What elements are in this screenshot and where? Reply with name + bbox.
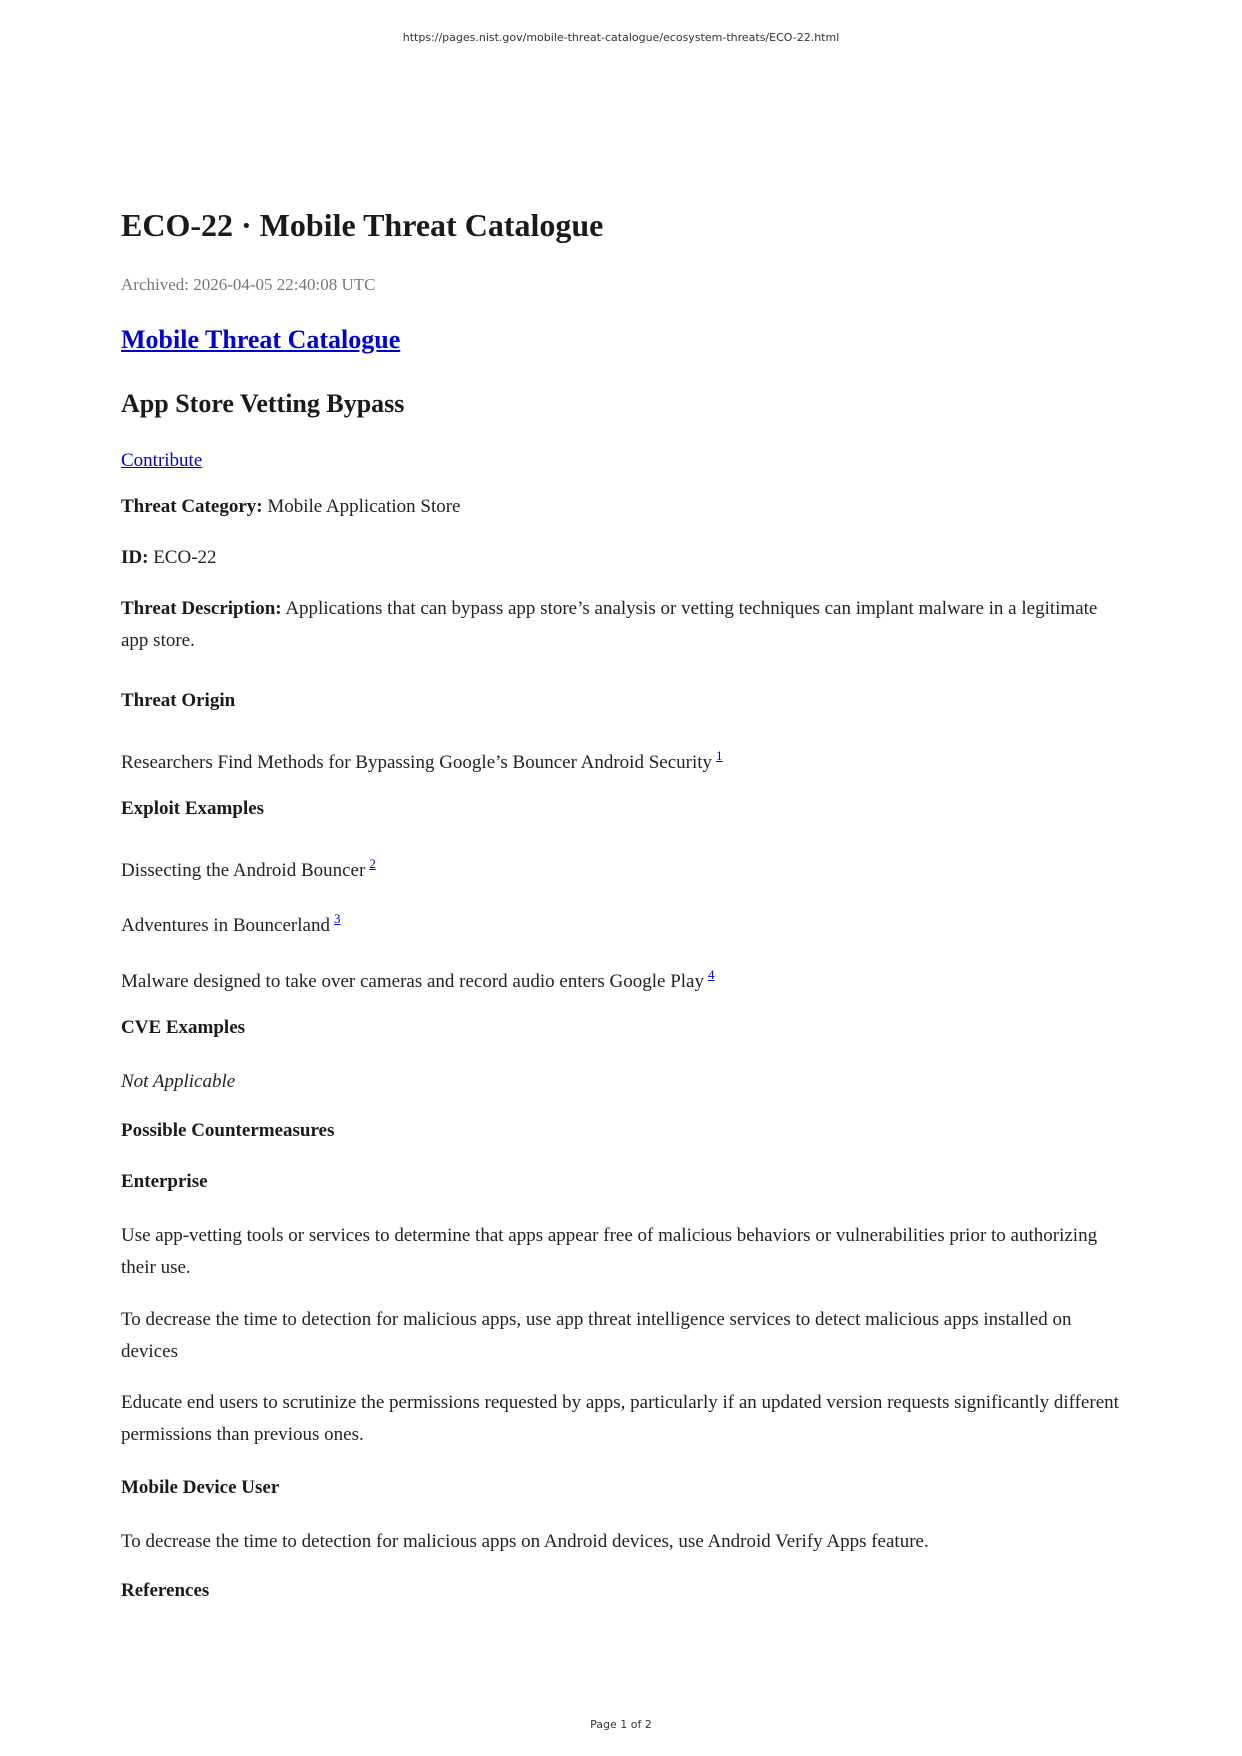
footnote-link[interactable]: 2 [369,856,376,871]
site-title-link[interactable]: Mobile Threat Catalogue [121,325,401,354]
footnote-link[interactable]: 1 [716,748,723,763]
exploit-example-item [121,959,1121,998]
exploit-examples-heading: Exploit Examples [121,798,265,819]
countermeasures-heading: Possible Countermeasures [121,1120,335,1141]
exploit-example-item [121,848,1121,887]
footnote-link[interactable]: 4 [707,967,715,982]
threat-description-value: Applications that can bypass app store’s analysis or vetting techniques can implant malware in a legitimate app store. [121,598,1098,651]
cve-examples-value: Not Applicable [121,1071,236,1092]
print-footer-page-number: Page 1 of 2 [590,1718,652,1731]
exploit-example-text: Adventures in Bouncerland [121,915,330,936]
threat-description-label: Threat Description: [121,598,282,619]
references-heading: References [121,1580,210,1601]
enterprise-countermeasure: To decrease the time to detection for malicious apps, use app threat intelligence services to detect malicious apps installed on devices [121,1309,1072,1362]
threat-name-heading: App Store Vetting Bypass [121,389,405,418]
threat-id-value: ECO-22 [153,547,217,568]
threat-category-value: Mobile Application Store [267,496,461,517]
threat-origin-item-text: Researchers Find Methods for Bypassing Google’s Bouncer Android Security [121,752,713,773]
exploit-example-text: Malware designed to take over cameras and record audio enters Google Play [121,971,704,992]
exploit-example-text: Dissecting the Android Bouncer [121,860,366,881]
threat-category-label: Threat Category: [121,496,263,517]
threat-category-row [121,491,1121,523]
threat-origin-heading: Threat Origin [121,690,236,711]
threat-origin-item [121,740,1121,779]
mobile-user-countermeasure: To decrease the time to detection for malicious apps on Android devices, use Android Verify Apps feature. [121,1531,929,1552]
threat-id-label: ID: [121,547,149,568]
threat-id-row [121,542,1121,574]
document-title: ECO-22 · Mobile Threat Catalogue [121,207,604,243]
mobile-device-user-heading: Mobile Device User [121,1477,280,1498]
enterprise-countermeasure: Educate end users to scrutinize the permissions requested by apps, particularly if an updated version requests significantly different permissions than previous ones. [121,1392,1119,1445]
print-header-url: https://pages.nist.gov/mobile-threat-catalogue/ecosystem-threats/ECO-22.html [402,31,840,44]
exploit-example-item [121,903,1121,942]
cve-examples-heading: CVE Examples [121,1017,246,1038]
archived-timestamp: Archived: 2026-04-05 22:40:08 UTC [121,275,376,294]
threat-description-row [121,593,1121,657]
footnote-link[interactable]: 3 [333,911,341,926]
contribute-link[interactable]: Contribute [121,450,203,471]
enterprise-countermeasure: Use app-vetting tools or services to determine that apps appear free of malicious behaviors or vulnerabilities prior to authorizing their use. [121,1225,1098,1278]
enterprise-heading: Enterprise [121,1171,208,1192]
